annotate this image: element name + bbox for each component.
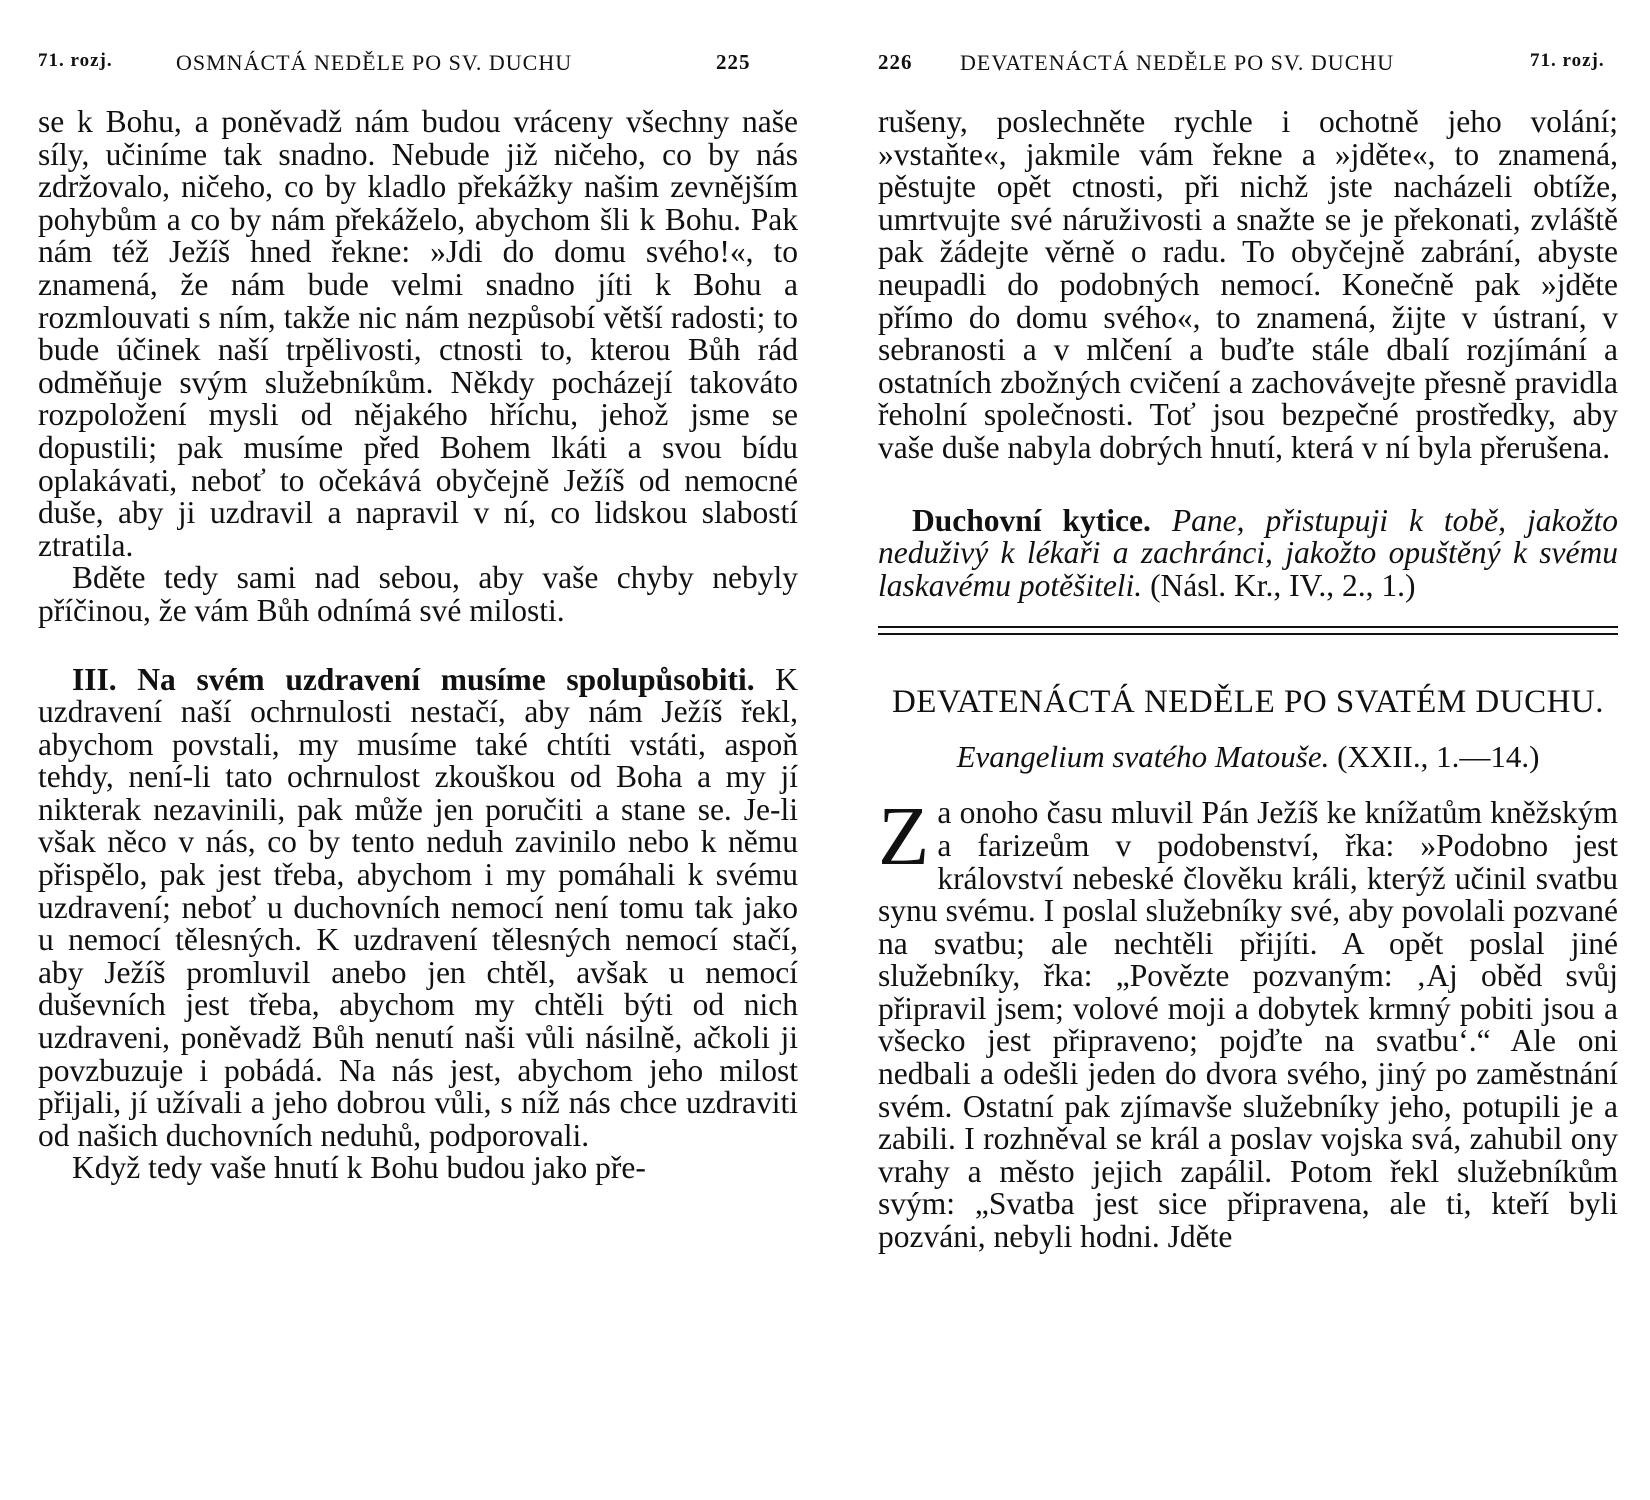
left-running-head: [38, 42, 798, 82]
right-page-number: 226: [878, 50, 913, 74]
left-page-title: OSMNÁCTÁ NEDĚLE PO SV. DUCHU: [176, 50, 573, 75]
left-page: [38, 0, 798, 1500]
right-meditation-tag: 71. rozj.: [1530, 50, 1605, 71]
gospel-line: [878, 739, 1618, 775]
right-page-title: DEVATENÁCTÁ NEDĚLE PO SV. DUCHU: [960, 50, 1395, 75]
drop-cap: Z: [878, 790, 930, 884]
chapter-title: DEVATENÁCTÁ NEDĚLE PO SVATÉM DUCHU.: [891, 684, 1605, 721]
left-paragraph-2: Bděte tedy sami nad sebou, aby vaše chyby nebyly příčinou, že vám Bůh odnímá své milosti.: [38, 560, 798, 628]
bouquet-text: Pane, přistupuji k tobě, jakožto neduživý k lékaři a zachránci, jakožto opuštěný k svému laskavému potěšiteli.: [878, 502, 1618, 603]
left-meditation-tag: 71. rozj.: [38, 50, 113, 71]
gospel-paragraph: [878, 790, 1618, 1255]
left-page-number: 225: [716, 50, 751, 74]
left-paragraph-1: se k Bohu, a poněvadž nám budou vráceny všechny naše síly, učiníme tak snadno. Nebude již ničeho, co by nás zdržovalo, ničeho, co by kladlo překážky našim zevnějším pohybům a co by nám překáželo, abychom šli k Bohu. Pak nám též Ježíš hned řekne: »Jdi do domu svého!«, to znamená, že nám bude velmi snadno jíti k Bohu a rozmlouvati s ním, takže nic nám nezpůsobí větší radosti; to bude účinek naší trpělivosti, ctnosti to, kterou Bůh rád odměňuje svým služebníkům. Někdy pocházejí takováto rozpoložení mysli od nějakého hříchu, jehož jsme se dopustili; pak musíme před Bohem lkáti a svou bídu oplakávati, neboť to očekává obyčejně Ježíš od nemocné duše, aby ji uzdravil a napravil v ní, co lidskou slabostí ztratila.: [38, 104, 798, 563]
gospel-title: Evangelium svatého Matouše.: [956, 739, 1330, 775]
left-body: [38, 106, 798, 1185]
right-paragraph-1: rušeny, poslechněte rychle i ochotně jeho volání; »vstaňte«, jakmile vám řekne a »jděte«, to znamená, pěstujte opět ctnosti, při nichž jste nacházeli obtíže, umrtvujte své náruživosti a snažte se je překonati, zvláště pak žádejte věrně o radu. To obyčejně zabrání, abyste neupadli do podobných nemocí. Konečně pak »jděte přímo do domu svého«, to znamená, žijte v ústraní, v sebranosti a v mlčení a buďte stále dbalí rozjímání a ostatních zbožných cvičení a zachovávejte přesně pravidla řeholní společnosti. Toť jsou bezpečné prostředky, aby vaše duše nabyla dobrých hnutí, která v ní byla přerušena.: [878, 104, 1618, 465]
section-text: K uzdravení naší ochrnulosti nestačí, aby nám Ježíš řekl, abychom povstali, my musíme také chtíti vstáti, aspoň tehdy, není-li tato ochrnulost zkouškou od Boha a my jí nikterak nezavinili, pak může jen poručiti a stane se. Je-li však něco v nás, co by tento neduh zavinilo nebo k němu přispělo, pak jest třeba, abychom i my pomáhali k svému uzdravení; neboť u duchovních nemocí není tomu tak jako u nemocí tělesných. K uzdravení tělesných nemocí stačí, aby Ježíš promluvil anebo jen chtěl, avšak u nemocí duševních jest třeba, abychom my chtěli býti od nich uzdraveni, poněvadž Bůh nenutí naši vůli násilně, ačkoli ji povzbuzuje i pobádá. Na nás jest, abychom jeho milost přijali, jí užívali a jeho dobrou vůli, s níž nás chce uzdraviti od našich duchovních neduhů, podporovali.: [38, 661, 798, 1153]
gospel-reference: (XXII., 1.—14.): [1337, 739, 1540, 775]
section-block: [38, 661, 798, 1153]
right-running-head: [878, 42, 1618, 82]
section-heading: III. Na svém uzdravení musíme spolupůsobiti.: [72, 661, 755, 697]
bouquet-reference: (Násl. Kr., IV., 2., 1.): [1150, 567, 1416, 603]
gospel-body: a onoho času mluvil Pán Ježíš ke knížatům kněžským a farizeům v podobenství, řka: »Podobno jest království nebeské člověku králi, kterýž učinil svatbu synu svému. I poslal služebníky své, aby povolali pozvané na svatbu; ale nechtěli přijíti. A opět poslal jiné služebníky, řka: „Povězte pozvaným: ‚Aj oběd svůj připravil jsem; volové moji a dobytek krmný pobiti jsou a všecko jest připraveno; pojďte na svatbu‘.“ Ale oni nedbali a odešli jeden do dvora svého, jiný po zaměstnání svém. Ostatní pak zjímavše služebníky jeho, potupili je a zabili. I rozhněval se král a poslav vojska svá, zahubil ony vrahy a město jejich zapálil. Potom řekl služebníkům svým: „Svatba jest sice připravena, ale ti, kteří byli pozváni, nebyli hodni. Jděte: [878, 795, 1618, 1255]
spiritual-bouquet: [878, 502, 1618, 603]
right-body: [878, 106, 1618, 602]
bouquet-label: Duchovní kytice.: [912, 502, 1151, 538]
left-last-line: Když tedy vaše hnutí k Bohu budou jako pře-: [72, 1150, 646, 1186]
right-page: [878, 0, 1618, 1500]
section-divider: [878, 626, 1618, 635]
gospel-text: [878, 790, 1618, 1255]
